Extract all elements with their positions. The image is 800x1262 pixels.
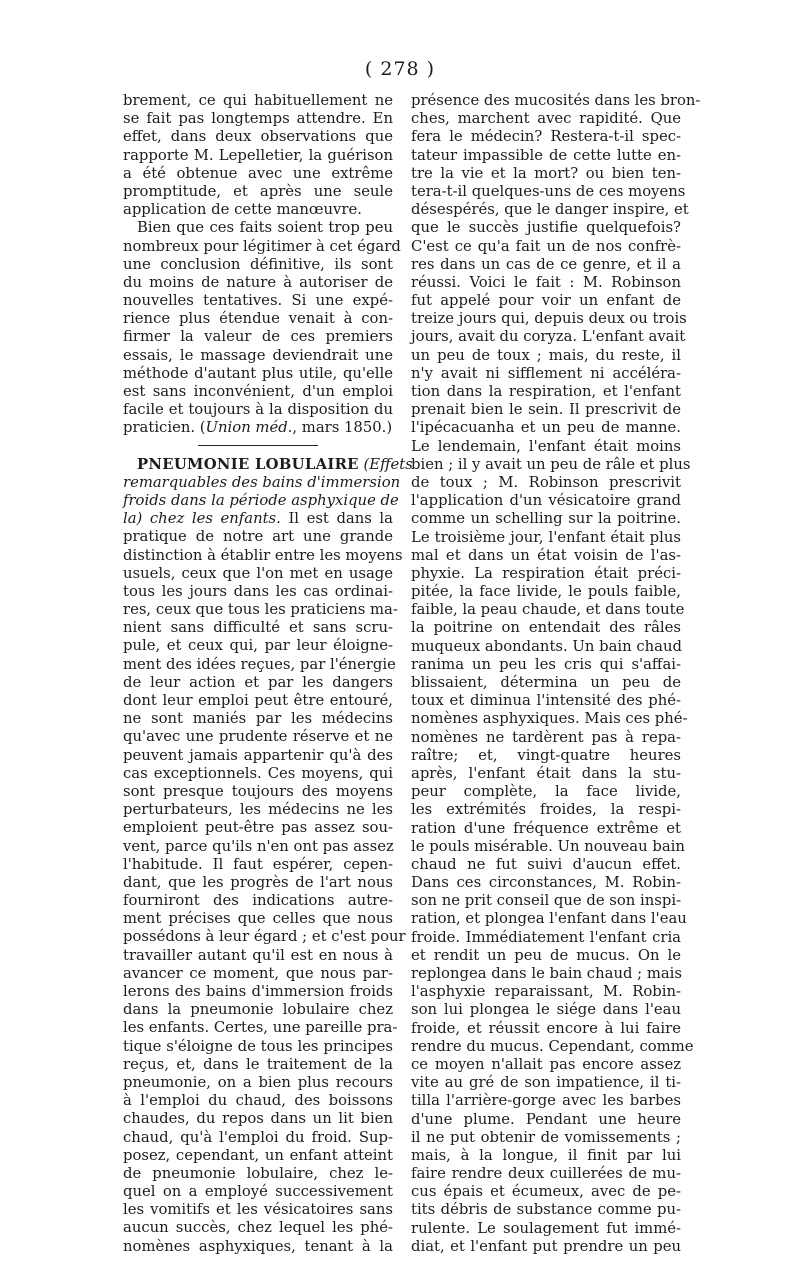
text-line: les vomitifs et les vésicatoires sans — [123, 1201, 393, 1219]
text-line: ches, marchent avec rapidité. Que — [411, 110, 681, 128]
text-line: tre la vie et la mort? ou bien ten- — [411, 164, 681, 182]
text-line: le pouls misérable. Un nouveau bain — [411, 837, 685, 855]
text-line: application de cette manœuvre. — [123, 201, 362, 219]
text-line: chaudes, du repos dans un lit bien — [123, 1110, 393, 1128]
text-line: Le lendemain, l'enfant était moins — [411, 437, 681, 455]
text-line: pratique de notre art une grande — [123, 528, 393, 546]
article-heading-line — [123, 455, 413, 474]
text-line: diat, et l'enfant put prendre un peu — [411, 1237, 681, 1255]
text-line: la poitrine on entendait des râles — [411, 619, 681, 637]
text-line: prenait bien le sein. Il prescrivit de — [411, 401, 681, 419]
text-line: vite au gré de son impatience, il ti- — [411, 1074, 681, 1092]
text-line: méthode d'autant plus utile, qu'elle — [123, 364, 393, 382]
text-line: reçus, et, dans le traitement de la — [123, 1055, 393, 1073]
text-line: fut appelé pour voir un enfant de — [411, 292, 681, 310]
text-line: mais, à la longue, il finit par lui — [411, 1146, 681, 1164]
subtitle-line — [123, 473, 401, 492]
text-line: res dans un cas de ce genre, et il a — [411, 255, 681, 273]
text-line: chaud, qu'à l'emploi du froid. Sup- — [123, 1128, 393, 1146]
text-line: nomènes asphyxiques, tenant à la — [123, 1237, 393, 1255]
text-line: tera-t-il quelques-uns de ces moyens — [411, 182, 686, 200]
subtitle-text: remarquables des bains d'immersion — [123, 473, 401, 491]
text-line: blissaient, détermina un peu de — [411, 674, 681, 691]
text-line: son lui plongea le siége dans l'eau — [411, 1001, 681, 1019]
section-divider — [198, 445, 318, 446]
text-line: ration, et plongea l'enfant dans l'eau — [411, 910, 687, 928]
text-line: froide, et réussit encore à lui faire — [411, 1019, 681, 1037]
left-column — [123, 92, 413, 1256]
subtitle-text: la) chez les enfants. — [123, 510, 281, 528]
text-line: ment des idées reçues, par l'énergie — [123, 655, 396, 673]
text-line: tique s'éloigne de tous les principes — [123, 1037, 393, 1055]
text-line: tion dans la respiration, et l'enfant — [411, 383, 681, 400]
text-line: à l'emploi du chaud, des boissons — [123, 1092, 393, 1110]
text-line: promptitude, et après une seule — [123, 182, 393, 200]
text-line: Le troisième jour, l'enfant était plus — [411, 528, 681, 546]
text-line: froide. Immédiatement l'enfant cria — [411, 928, 681, 946]
text-line: Bien que ces faits soient trop peu — [137, 219, 393, 237]
text-line: se fait pas longtemps attendre. En — [123, 110, 393, 128]
text-line: n'y avait ni sifflement ni accéléra- — [411, 364, 681, 382]
text-line: brement, ce qui habituellement ne — [123, 92, 393, 109]
text-line: essais, le massage deviendrait une — [123, 346, 393, 364]
text-line: dans la pneumonie lobulaire chez — [123, 1001, 393, 1019]
text-line: tateur impassible de cette lutte en- — [411, 146, 681, 164]
text-line: désespérés, que le danger inspire, et — [411, 201, 689, 219]
text-line: C'est ce qu'a fait un de nos confrè- — [411, 237, 681, 255]
text-line: raître; et, vingt-quatre heures — [411, 746, 681, 764]
page-number: ( 278 ) — [364, 58, 436, 80]
text-line: de leur action et par les dangers — [123, 673, 393, 691]
text-line: phyxie. La respiration était préci- — [411, 564, 681, 582]
text-line: ce moyen n'allait pas encore assez — [411, 1055, 681, 1073]
text-line: nomènes ne tardèrent pas à repa- — [411, 728, 681, 746]
citation-before: praticien. ( — [123, 419, 206, 437]
text-line: sont presque toujours des moyens — [123, 782, 393, 800]
text-line: replongea dans le bain chaud ; mais — [411, 965, 683, 982]
text-line: ment précises que celles que nous — [123, 910, 393, 928]
text-line: tits débris de substance comme pu- — [411, 1201, 681, 1219]
text-line: peur complète, la face livide, — [411, 783, 681, 801]
text-line: rience plus étendue venait à con- — [123, 310, 393, 328]
text-line: les enfants. Certes, une pareille pra- — [123, 1019, 398, 1037]
article-subtitle-start: (Effets — [363, 455, 413, 473]
text-line: quel on a employé successivement — [123, 1183, 393, 1201]
text-line: rendre du mucus. Cependant, comme — [411, 1037, 694, 1055]
text-line: nomènes asphyxiques. Mais ces phé- — [411, 710, 688, 728]
text-line: dont leur emploi peut être entouré, — [123, 692, 393, 709]
text-line: son ne prit conseil que de son inspi- — [411, 892, 682, 910]
right-column — [411, 92, 701, 1256]
text-line: avancer ce moment, que nous par- — [123, 964, 393, 982]
text-line: faible, la peau chaude, et dans toute — [411, 601, 685, 619]
paragraph-1 — [123, 92, 393, 219]
text-line: toux et diminua l'intensité des phé- — [411, 692, 681, 710]
text-line: possédons à leur égard ; et c'est pour — [123, 928, 406, 946]
body-opening: Il est dans la — [288, 510, 393, 528]
paragraph-2 — [123, 219, 401, 419]
text-line: cus épais et écumeux, avec de pe- — [411, 1183, 681, 1201]
text-line: vent, parce qu'ils n'en ont pas assez — [123, 837, 394, 855]
text-line: l'ipécacuanha et un peu de manne. — [411, 419, 681, 437]
text-line: il ne put obtenir de vomissements ; — [411, 1128, 681, 1146]
text-line: ranima un peu les cris qui s'affai- — [411, 655, 681, 673]
text-line: une conclusion définitive, ils sont — [123, 255, 393, 273]
text-line: faire rendre deux cuillerées de mu- — [411, 1165, 681, 1183]
text-line: Dans ces circonstances, M. Robin- — [411, 874, 681, 892]
text-line: mal et dans un état voisin de l'as- — [411, 546, 681, 564]
text-line: l'asphyxie reparaissant, M. Robin- — [411, 983, 681, 1001]
article-title: PNEUMONIE LOBULAIRE — [137, 455, 359, 473]
subtitle-line — [123, 510, 393, 528]
text-line: a été obtenue avec une extrême — [123, 164, 393, 182]
text-line: qu'avec une prudente réserve et ne — [123, 728, 393, 746]
text-line: l'application d'un vésicatoire grand — [411, 492, 681, 510]
citation-source: Union méd. — [205, 419, 293, 437]
text-line: travailler autant qu'il est en nous à — [123, 946, 393, 964]
text-line: d'une plume. Pendant une heure — [411, 1110, 681, 1128]
text-line: posez, cependant, un enfant atteint — [123, 1146, 393, 1164]
text-line: de pneumonie lobulaire, chez le- — [123, 1164, 393, 1182]
text-line: chaud ne fut suivi d'aucun effet. — [411, 855, 681, 873]
text-line: que le succès justifie quelquefois? — [411, 219, 681, 237]
text-line: bien ; il y avait un peu de râle et plus — [411, 455, 691, 473]
text-line: rulente. Le soulagement fut immé- — [411, 1219, 681, 1237]
text-line: pitée, la face livide, le pouls faible, — [411, 583, 681, 601]
text-line: jours, avait du coryza. L'enfant avait — [411, 328, 686, 346]
citation-after: , mars 1850.) — [292, 419, 393, 437]
text-line: fera le médecin? Restera-t-il spec- — [411, 128, 681, 146]
text-line: tous les jours dans les cas ordinai- — [123, 582, 393, 600]
text-line: pule, et ceux qui, par leur éloigne- — [123, 637, 393, 655]
subtitle-text: froids dans la période asphyxique de — [123, 491, 399, 509]
text-line: après, l'enfant était dans la stu- — [411, 764, 681, 782]
text-line: emploient peut-être pas assez sou- — [123, 819, 393, 837]
text-line: firmer la valeur de ces premiers — [123, 328, 393, 346]
text-line: nient sans difficulté et sans scru- — [123, 619, 393, 637]
text-line: rapporte M. Lepelletier, la guérison — [123, 146, 393, 164]
text-line: est sans inconvénient, d'un emploi — [123, 383, 393, 400]
article-subtitle — [123, 473, 401, 529]
text-line: dant, que les progrès de l'art nous — [123, 873, 393, 891]
text-line: usuels, ceux que l'on met en usage — [123, 564, 393, 582]
text-line: comme un schelling sur la poitrine. — [411, 510, 681, 528]
text-line: réussi. Voici le fait : M. Robinson — [411, 273, 681, 291]
text-line: nombreux pour légitimer à cet égard — [123, 237, 401, 255]
text-line: aucun succès, chez lequel les phé- — [123, 1219, 393, 1237]
text-line: de toux ; M. Robinson prescrivit — [411, 473, 681, 491]
text-line: res, ceux que tous les praticiens ma- — [123, 601, 398, 619]
text-line: les extrémités froides, la respi- — [411, 801, 681, 819]
text-line: muqueux abondants. Un bain chaud — [411, 637, 683, 655]
article-body — [123, 528, 406, 1256]
text-line: facile et toujours à la disposition du — [123, 401, 393, 419]
text-line: pneumonie, on a bien plus recours — [123, 1073, 393, 1091]
citation-line — [123, 419, 393, 437]
text-line: perturbateurs, les médecins ne les — [123, 801, 393, 819]
text-line: du moins de nature à autoriser de — [123, 273, 393, 291]
text-line: peuvent jamais appartenir qu'à des — [123, 746, 393, 764]
text-line: distinction à établir entre les moyens — [123, 546, 403, 564]
text-line: et rendit un peu de mucus. On le — [411, 946, 681, 964]
text-line: tilla l'arrière-gorge avec les barbes — [411, 1092, 681, 1110]
text-line: ne sont maniés par les médecins — [123, 710, 393, 728]
text-line: l'habitude. Il faut espérer, cepen- — [123, 855, 393, 873]
text-line: nouvelles tentatives. Si une expé- — [123, 292, 393, 310]
text-line: treize jours qui, depuis deux ou trois — [411, 310, 687, 328]
text-line: cas exceptionnels. Ces moyens, qui — [123, 764, 393, 782]
text-line: présence des mucosités dans les bron- — [411, 92, 701, 109]
text-line: ration d'une fréquence extrême et — [411, 819, 681, 837]
text-line: fourniront des indications autre- — [123, 892, 393, 910]
subtitle-line — [123, 491, 399, 510]
text-line: un peu de toux ; mais, du reste, il — [411, 346, 681, 364]
text-line: lerons des bains d'immersion froids — [123, 983, 393, 1000]
text-line: effet, dans deux observations que — [123, 128, 393, 146]
